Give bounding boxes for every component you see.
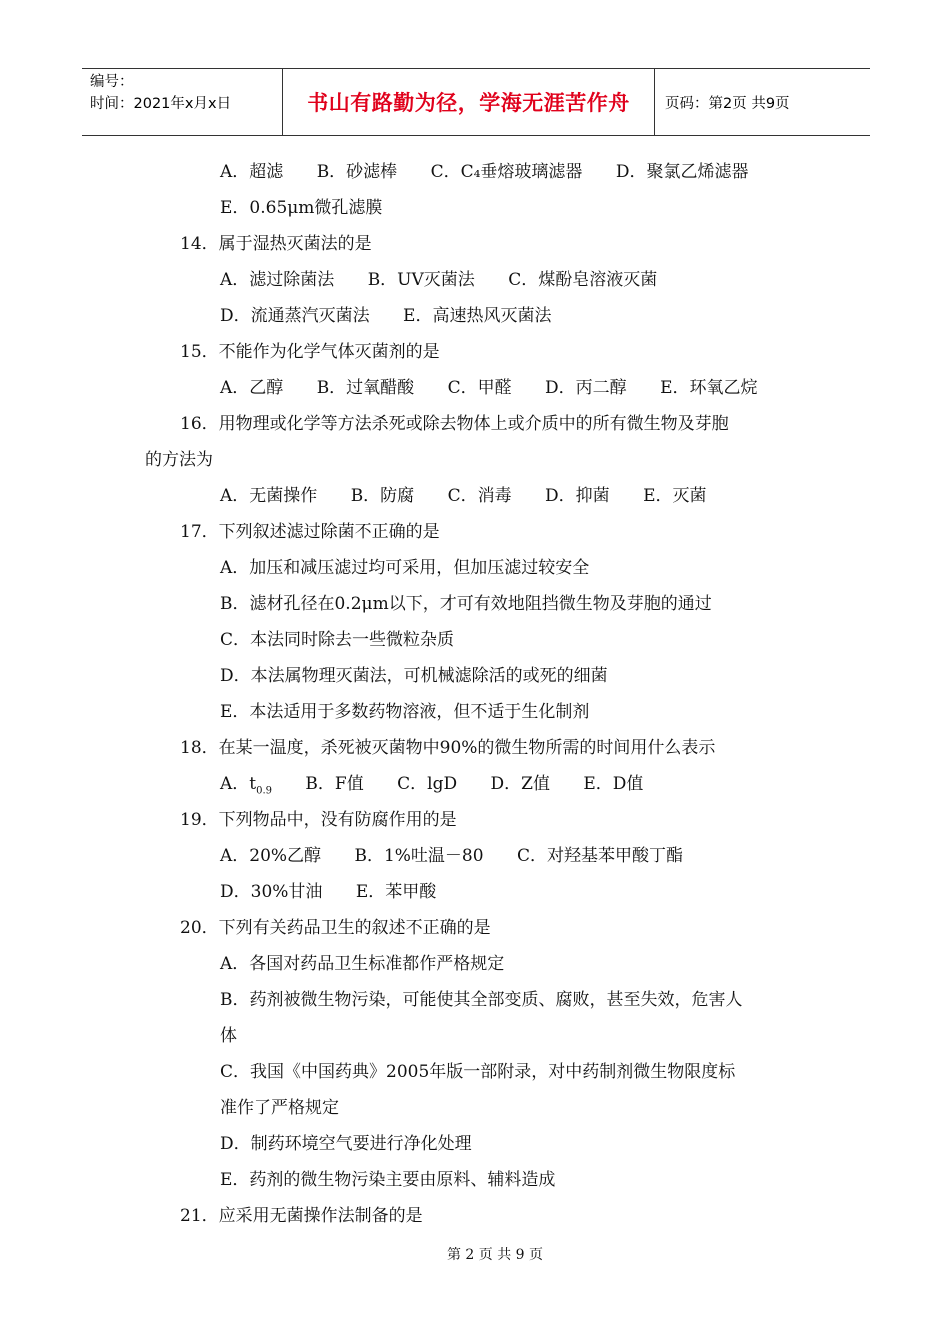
q16-option-c: C．消毒 [447,486,512,506]
q16-stem: 16．用物理或化学等方法杀死或除去物体上或介质中的所有微生物及芽胞 [180,414,729,434]
q13-options-row2 [220,196,382,220]
page-header [82,68,870,136]
q18-stem: 18．在某一温度，杀死被灭菌物中90%的微生物所需的时间用什么表示 [180,738,716,758]
q18-option-c: C．lgD [397,774,458,794]
q15-option-c: C．甲醛 [447,378,512,398]
q19-options-row1 [220,844,683,868]
header-motto: 书山有路勤为径，学海无涯苦作舟 [282,69,655,135]
header-number-label: 编号： [90,74,134,90]
q20-option-b: B．药剂被微生物污染，可能使其全部变质、腐败，甚至失效，危害人 [220,990,743,1010]
q17-option-e: E．本法适用于多数药物溶液，但不适于生化制剂 [220,702,590,722]
q15-options-row1 [220,376,757,400]
q18-option-a-subscript: 0.9 [256,785,273,797]
q19-option-d: D．30%甘油 [220,882,323,902]
q17-option-c: C．本法同时除去一些微粒杂质 [220,630,455,650]
q14-options-row1 [220,268,657,292]
q14-options-row2 [220,304,551,328]
q20-option-c-cont: 准作了严格规定 [220,1098,339,1118]
q15-option-b: B．过氧醋酸 [316,378,415,398]
header-time-label: 时间：2021年x月x日 [90,96,232,112]
q16-option-b: B．防腐 [350,486,415,506]
q20-option-b-cont: 体 [220,1026,237,1046]
q14-option-d: D．流通蒸汽灭菌法 [220,306,370,326]
q15-option-d: D．丙二醇 [545,378,627,398]
q19-options-row2 [220,880,436,904]
q15-option-e: E．环氧乙烷 [660,378,758,398]
q13-option-a: A．超滤 [220,162,284,182]
q13-options-row1 [220,160,748,184]
q13-option-d: D．聚氯乙烯滤器 [615,162,749,182]
q21-stem: 21．应采用无菌操作法制备的是 [180,1206,423,1226]
q17-stem: 17．下列叙述滤过除菌不正确的是 [180,522,440,542]
q18-options-row1 [220,772,643,803]
header-page-info: 页码：第2页 共9页 [665,95,790,112]
q18-option-a [220,772,272,803]
q17-option-a: A．加压和减压滤过均可采用，但加压滤过较安全 [220,558,590,578]
q14-option-c: C．煤酚皂溶液灭菌 [508,270,658,290]
q20-option-d: D．制药环境空气要进行净化处理 [220,1134,472,1154]
q17-option-b: B．滤材孔径在0.2μm以下，才可有效地阻挡微生物及芽胞的通过 [220,594,712,614]
q14-stem: 14．属于湿热灭菌法的是 [180,234,372,254]
q13-option-e: E．0.65μm微孔滤膜 [220,198,383,218]
q14-option-a: A．滤过除菌法 [220,270,335,290]
q15-stem: 15．不能作为化学气体灭菌剂的是 [180,342,440,362]
q19-option-a: A．20%乙醇 [220,846,322,866]
q19-option-b: B．1%吐温－80 [354,846,484,866]
q13-option-b: B．砂滤棒 [316,162,398,182]
q16-option-e: E．灭菌 [643,486,707,506]
q16-options-row1 [220,484,706,508]
q20-stem: 20．下列有关药品卫生的叙述不正确的是 [180,918,491,938]
q20-option-c: C．我国《中国药典》2005年版一部附录，对中药制剂微生物限度标 [220,1062,736,1082]
q19-option-c: C．对羟基苯甲酸丁酯 [516,846,683,866]
q20-option-e: E．药剂的微生物污染主要由原料、辅料造成 [220,1170,556,1190]
q19-stem: 19．下列物品中，没有防腐作用的是 [180,810,457,830]
q16-option-d: D．抑菌 [545,486,610,506]
q20-option-a: A．各国对药品卫生标准都作严格规定 [220,954,505,974]
q14-option-b: B．UV灭菌法 [367,270,475,290]
q18-option-b: B．F值 [305,774,364,794]
q19-option-e: E．苯甲酸 [355,882,437,902]
q14-option-e: E．高速热风灭菌法 [403,306,552,326]
q17-option-d: D．本法属物理灭菌法，可机械滤除活的或死的细菌 [220,666,608,686]
q16-stem-cont: 的方法为 [145,450,213,470]
page-footer: 第 2 页 共 9 页 [446,1247,544,1263]
q18-option-d: D．Z值 [490,774,550,794]
q18-option-e: E．D值 [583,774,644,794]
q13-option-c: C．C₄垂熔玻璃滤器 [430,162,583,182]
q15-option-a: A．乙醇 [220,378,284,398]
q18-option-a-prefix: A．t [220,774,257,794]
q16-option-a: A．无菌操作 [220,486,318,506]
header-meta [82,69,282,135]
